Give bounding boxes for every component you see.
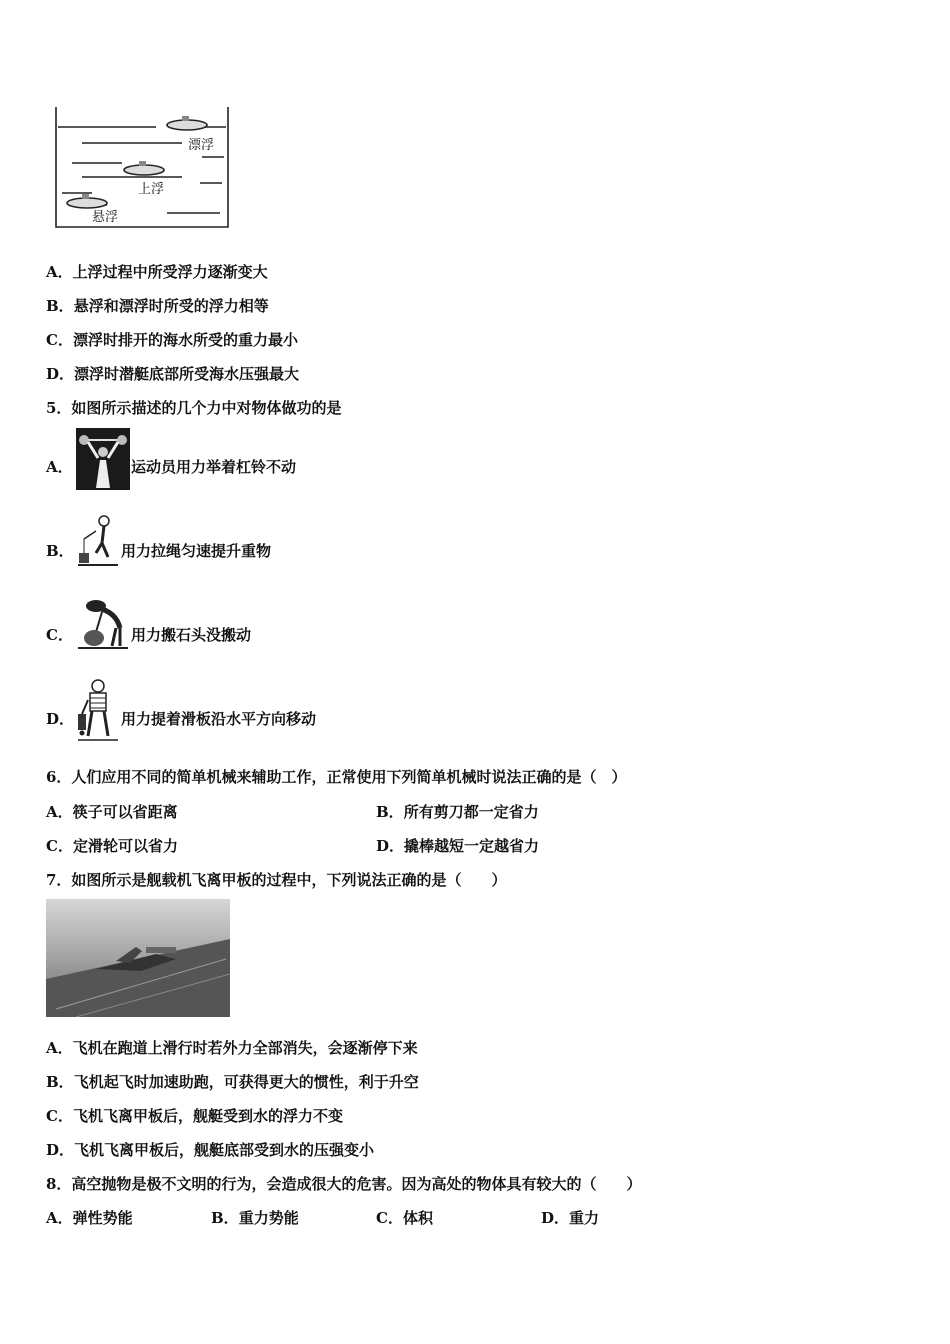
q8-option-d: D．重力 — [541, 1209, 600, 1227]
q7-option-b: B．飞机起飞时加速助跑，可获得更大的惯性，利于升空 — [46, 1073, 419, 1091]
carrier-aircraft-image — [46, 899, 230, 1017]
q6-option-c: C．定滑轮可以省力 — [46, 837, 178, 855]
q5-option-d-text: 用力提着滑板沿水平方向移动 — [121, 710, 317, 728]
q5-option-c-text: 用力搬石头没搬动 — [131, 626, 252, 644]
q7-option-c: C．飞机飞离甲板后，舰艇受到水的浮力不变 — [46, 1107, 343, 1125]
q5-option-a-text: 运动员用力举着杠铃不动 — [131, 458, 297, 476]
submarine-figure — [52, 105, 237, 230]
label-rise: 上浮 — [138, 182, 165, 197]
moving-stone-image — [76, 598, 130, 650]
q6-option-b: B．所有剪刀都一定省力 — [376, 803, 539, 821]
q5-option-b-text: 用力拉绳匀速提升重物 — [121, 542, 272, 560]
label-float: 漂浮 — [188, 138, 215, 153]
q8-option-b: B．重力势能 — [211, 1209, 299, 1227]
q5-option-d-letter: D． — [46, 710, 75, 728]
q7-option-a: A．飞机在跑道上滑行时若外力全部消失，会逐渐停下来 — [46, 1039, 418, 1057]
weightlifter-image — [76, 428, 130, 490]
q7-option-d: D．飞机飞离甲板后，舰艇底部受到水的压强变小 — [46, 1141, 375, 1159]
q4-option-c: C．漂浮时排开的海水所受的重力最小 — [46, 331, 298, 349]
pulling-rope-image — [76, 513, 120, 567]
q4-option-d: D．漂浮时潜艇底部所受海水压强最大 — [46, 365, 300, 383]
q6-option-d: D．撬棒越短一定越省力 — [376, 837, 540, 855]
q5-option-b-letter: B． — [46, 542, 74, 560]
q6-option-a: A．筷子可以省距离 — [46, 803, 178, 821]
q6-stem: 6．人们应用不同的简单机械来辅助工作，正常使用下列简单机械时说法正确的是（ ） — [46, 768, 627, 786]
q7-stem: 7．如图所示是舰载机飞离甲板的过程中，下列说法正确的是（ ） — [46, 871, 507, 889]
q8-option-c: C．体积 — [376, 1209, 433, 1227]
q5-stem: 5．如图所示描述的几个力中对物体做功的是 — [46, 399, 342, 417]
q8-stem: 8．高空抛物是极不文明的行为，会造成很大的危害。因为高处的物体具有较大的（ ） — [46, 1175, 642, 1193]
skateboard-carry-image — [76, 678, 120, 742]
label-suspend: 悬浮 — [92, 210, 119, 225]
q4-option-b: B．悬浮和漂浮时所受的浮力相等 — [46, 297, 269, 315]
q4-option-a: A．上浮过程中所受浮力逐渐变大 — [46, 263, 268, 281]
q5-option-a-letter: A． — [46, 458, 73, 476]
q8-option-a: A．弹性势能 — [46, 1209, 133, 1227]
q5-option-c-letter: C． — [46, 626, 73, 644]
